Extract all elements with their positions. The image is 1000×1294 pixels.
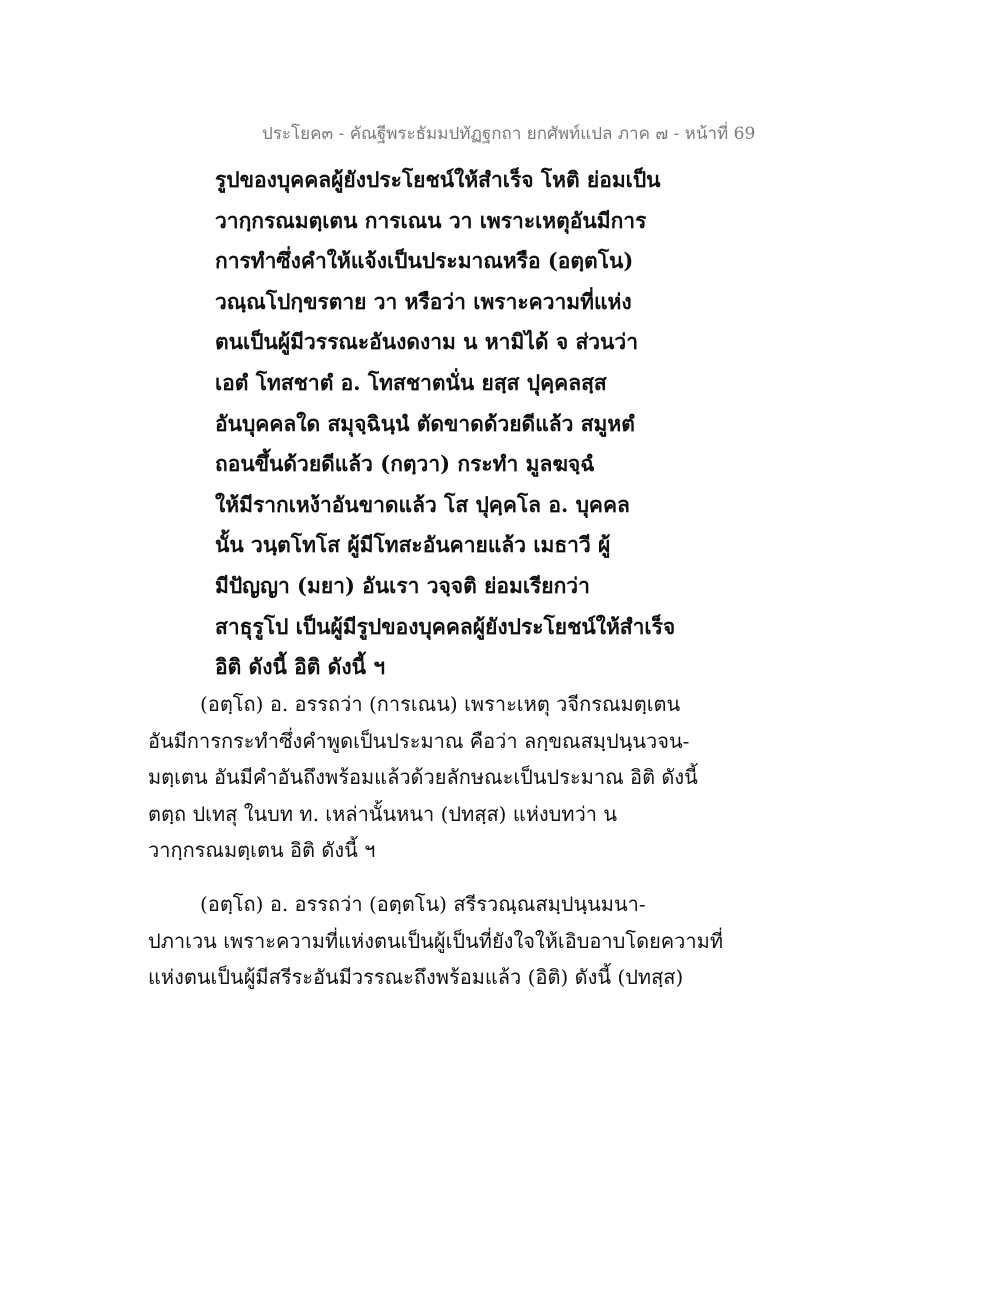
bold-line: วากฺกรณมตฺเตน การเณน วา เพราะเหตุอันมีการ <box>215 207 647 233</box>
paragraph-line: ตตฺถ ปเทสุ ในบท ท. เหล่านั้นหนา (ปทสฺส) แห่งบทว่า น <box>148 801 618 826</box>
paragraph-line: ปภาเวน เพราะความที่แห่งตนเป็นผู้เป็นที่ยังใจให้เอิบอาบโดยความที่ <box>148 928 724 953</box>
paragraph-line: (อตฺโถ) อ. อรรถว่า (อตฺตโน) สรีรวณฺณสมฺปนฺนมนา- <box>200 892 646 916</box>
bold-line: เอตํ โทสชาตํ อ. โทสชาตนั่น ยสฺส ปุคฺคลสฺส <box>215 369 607 395</box>
bold-line: อันบุคคลใด สมุจฺฉินฺนํ ตัดขาดด้วยดีแล้ว สมูหตํ <box>215 410 635 436</box>
bold-line: ถอนขึ้นด้วยดีแล้ว (กตฺวา) กระทำ มูลฆจฺฉํ <box>215 451 595 477</box>
paragraph-line: แห่งตนเป็นผู้มีสรีระอันมีวรรณะถึงพร้อมแล้ว (อิติ) ดังนี้ (ปทสฺส) <box>148 965 684 989</box>
bold-line: รูปของบุคคลผู้ยังประโยชน์ให้สำเร็จ โหติ ย่อมเป็น <box>215 167 661 192</box>
commentary-paragraph-2 <box>148 886 724 996</box>
bold-line: สาธุรูโป เป็นผู้มีรูปของบุคคลผู้ยังประโยชน์ให้สำเร็จ <box>215 613 676 639</box>
bold-translation-block <box>215 160 675 688</box>
bold-line: อิติ ดังนี้ อิติ ดังนี้ ฯ <box>215 654 386 680</box>
running-header: ประโยค๓ - คัณฐีพระธัมมปทัฏฐกถา ยกศัพท์แปล ภาค ๗ - หน้าที่ 69 <box>262 124 756 144</box>
paragraph-line: วากฺกรณมตฺเตน อิติ ดังนี้ ฯ <box>148 838 376 862</box>
bold-line: การทำซึ่งคำให้แจ้งเป็นประมาณหรือ (อตฺตโน) <box>215 248 634 274</box>
bold-line: มีปัญญา (มยา) อันเรา วจฺจติ ย่อมเรียกว่า <box>215 572 590 598</box>
bold-line: ตนเป็นผู้มีวรรณะอันงดงาม น หามิได้ จ ส่วนว่า <box>215 329 638 355</box>
bold-line: ให้มีรากเหง้าอันขาดแล้ว โส ปุคฺคโล อ. บุคคล <box>215 491 630 517</box>
paragraph-line: (อตฺโถ) อ. อรรถว่า (การเณน) เพราะเหตุ วจีกรณมตฺเตน <box>200 692 681 716</box>
commentary-paragraph-1 <box>148 686 708 869</box>
bold-line: นั้น วนฺตโทโส ผู้มีโทสะอันคายแล้ว เมธาวี ผู้ <box>215 532 611 558</box>
paragraph-line: มตฺเตน อันมีคำอันถึงพร้อมแล้วด้วยลักษณะเป็นประมาณ อิติ ดังนี้ <box>148 765 698 789</box>
paragraph-line: อันมีการกระทำซึ่งคำพูดเป็นประมาณ คือว่า ลกฺขณสมฺปนฺนวจน- <box>148 728 690 753</box>
bold-line: วณฺณโปกฺขรตาย วา หรือว่า เพราะความที่แห่ง <box>215 288 632 314</box>
